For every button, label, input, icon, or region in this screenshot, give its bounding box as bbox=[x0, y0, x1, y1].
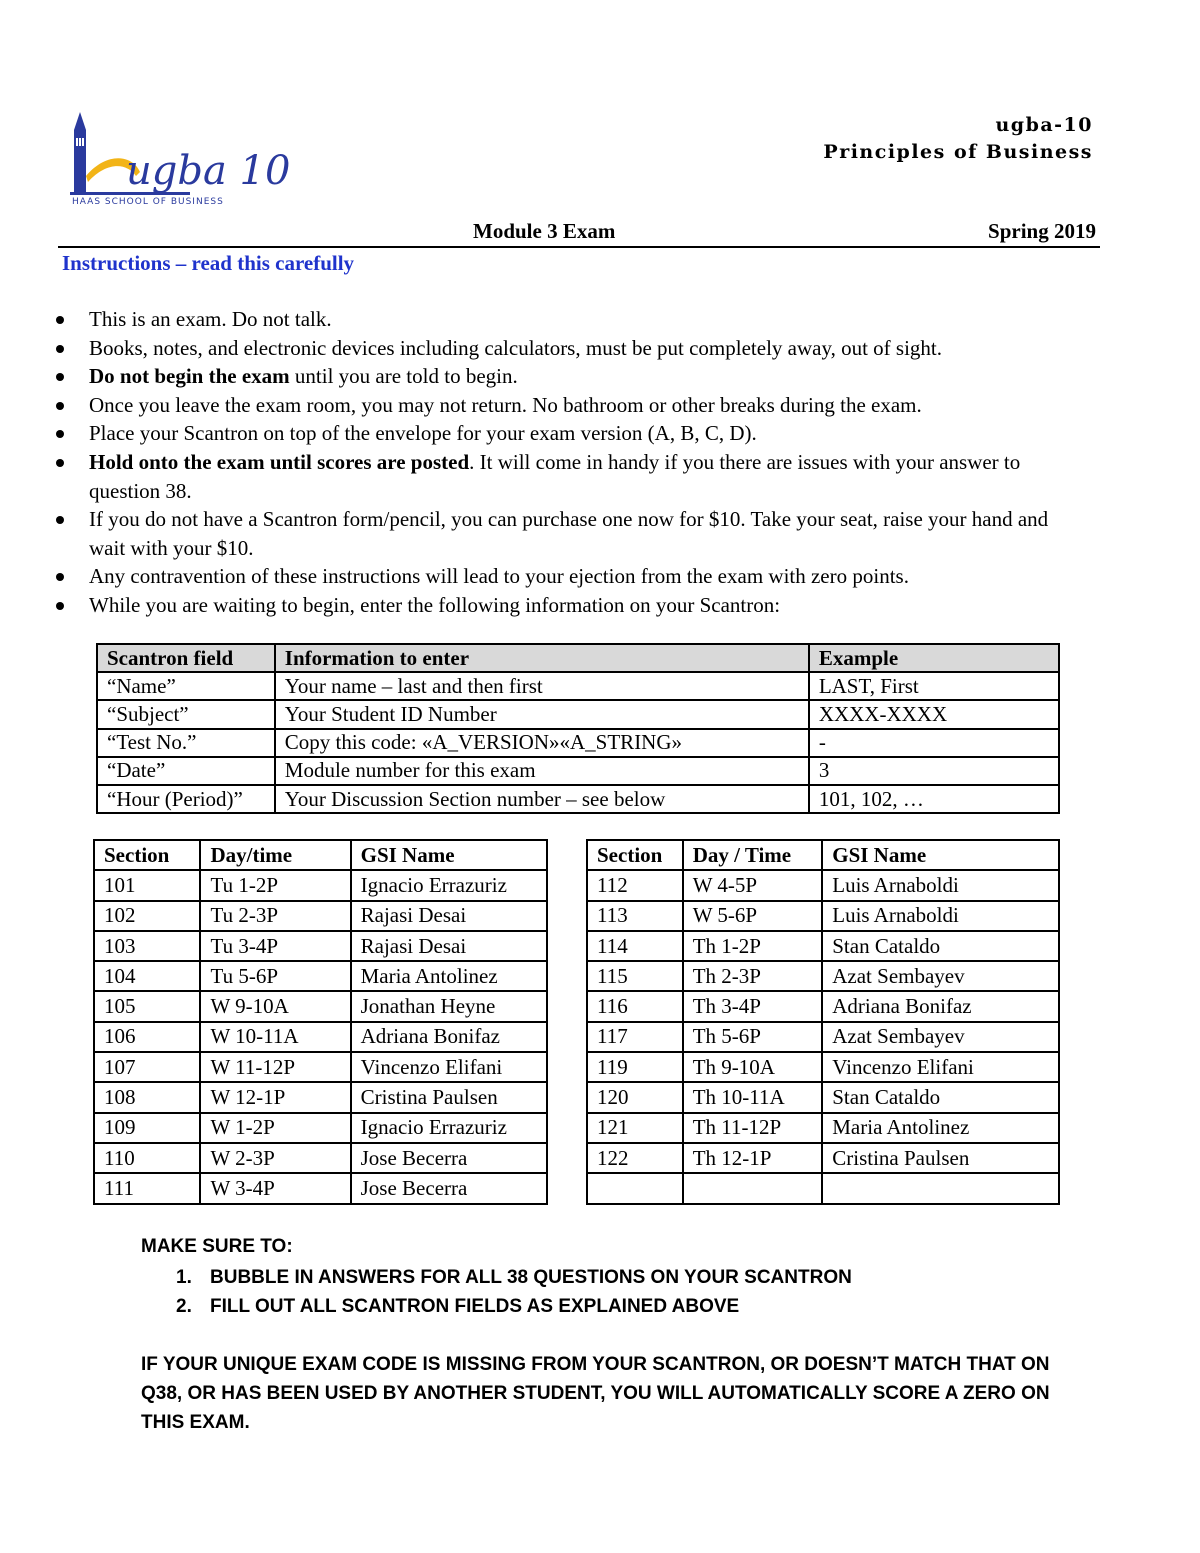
instruction-emphasis: Do not begin the exam bbox=[89, 364, 290, 389]
table-cell: Jonathan Heyne bbox=[351, 991, 547, 1021]
table-cell: “Name” bbox=[97, 672, 275, 700]
course-name: Principles of Business bbox=[823, 141, 1093, 163]
table-row bbox=[97, 672, 1059, 700]
bullet-icon bbox=[56, 459, 64, 467]
table-cell: Maria Antolinez bbox=[351, 961, 547, 991]
column-header: Section bbox=[94, 840, 200, 870]
table-cell: 3 bbox=[809, 757, 1059, 785]
column-header: GSI Name bbox=[351, 840, 547, 870]
bullet-icon bbox=[56, 573, 64, 581]
table-header-row bbox=[94, 840, 547, 870]
table-cell: Th 11-12P bbox=[683, 1113, 823, 1143]
table-row bbox=[94, 870, 547, 900]
instruction-text: While you are waiting to begin, enter the following information on your Scantron: bbox=[89, 592, 781, 617]
table-row bbox=[587, 901, 1059, 931]
step-item: 2. FILL OUT ALL SCANTRON FIELDS AS EXPLAINED ABOVE bbox=[176, 1295, 740, 1317]
table-cell: W 2-3P bbox=[200, 1143, 350, 1173]
table-cell bbox=[822, 1173, 1059, 1203]
table-cell: Tu 2-3P bbox=[200, 901, 350, 931]
table-cell: Th 3-4P bbox=[683, 991, 823, 1021]
table-cell: “Subject” bbox=[97, 700, 275, 728]
make-sure-heading: MAKE SURE TO: bbox=[141, 1236, 293, 1257]
table-cell: Rajasi Desai bbox=[351, 901, 547, 931]
make-sure-steps bbox=[176, 1264, 852, 1321]
instruction-item bbox=[56, 305, 1056, 334]
table-row bbox=[587, 1143, 1059, 1173]
instruction-item bbox=[56, 362, 1056, 391]
table-cell: W 10-11A bbox=[200, 1022, 350, 1052]
table-cell: Luis Arnaboldi bbox=[822, 870, 1059, 900]
table-cell: Vincenzo Elifani bbox=[351, 1052, 547, 1082]
table-row bbox=[97, 729, 1059, 757]
instruction-item bbox=[56, 591, 1056, 620]
table-cell: 111 bbox=[94, 1173, 200, 1203]
table-cell: 105 bbox=[94, 991, 200, 1021]
table-row bbox=[94, 1022, 547, 1052]
table-cell: “Date” bbox=[97, 757, 275, 785]
instruction-item bbox=[56, 391, 1056, 420]
course-code: ugba-10 bbox=[995, 114, 1093, 136]
instruction-text: Any contravention of these instructions will lead to your ejection from the exam with zero points. bbox=[89, 564, 909, 589]
table-cell: 102 bbox=[94, 901, 200, 931]
table-cell: 107 bbox=[94, 1052, 200, 1082]
table-cell: Your Student ID Number bbox=[275, 700, 809, 728]
column-header: Example bbox=[809, 644, 1059, 672]
instruction-item bbox=[56, 448, 1056, 505]
table-cell: Azat Sembayev bbox=[822, 961, 1059, 991]
table-cell: 112 bbox=[587, 870, 683, 900]
table-cell: Adriana Bonifaz bbox=[351, 1022, 547, 1052]
table-row bbox=[94, 1143, 547, 1173]
table-cell: Tu 3-4P bbox=[200, 931, 350, 961]
table-cell: Vincenzo Elifani bbox=[822, 1052, 1059, 1082]
instruction-text: This is an exam. Do not talk. bbox=[89, 307, 332, 331]
table-cell: 106 bbox=[94, 1022, 200, 1052]
table-cell: Th 12-1P bbox=[683, 1143, 823, 1173]
table-row bbox=[97, 700, 1059, 728]
table-cell: W 3-4P bbox=[200, 1173, 350, 1203]
instruction-item bbox=[56, 562, 1056, 591]
table-cell: Stan Cataldo bbox=[822, 1082, 1059, 1112]
svg-text:ugba 10: ugba 10 bbox=[126, 148, 291, 194]
table-cell: Module number for this exam bbox=[275, 757, 809, 785]
table-row bbox=[587, 1082, 1059, 1112]
table-row bbox=[94, 1052, 547, 1082]
table-cell: Th 10-11A bbox=[683, 1082, 823, 1112]
table-row bbox=[94, 1173, 547, 1203]
table-cell: Jose Becerra bbox=[351, 1143, 547, 1173]
table-row bbox=[94, 931, 547, 961]
step-item: 1. BUBBLE IN ANSWERS FOR ALL 38 QUESTIONS ON YOUR SCANTRON bbox=[176, 1267, 852, 1288]
table-cell: 113 bbox=[587, 901, 683, 931]
table-cell: Th 9-10A bbox=[683, 1052, 823, 1082]
table-cell: W 12-1P bbox=[200, 1082, 350, 1112]
table-cell: “Test No.” bbox=[97, 729, 275, 757]
table-cell bbox=[683, 1173, 823, 1203]
header-divider bbox=[58, 246, 1100, 248]
table-cell: Cristina Paulsen bbox=[351, 1082, 547, 1112]
table-cell: 120 bbox=[587, 1082, 683, 1112]
scantron-fields-table bbox=[96, 643, 1060, 814]
table-cell: 116 bbox=[587, 991, 683, 1021]
campanile-logo-graphic bbox=[66, 108, 291, 212]
table-row bbox=[94, 991, 547, 1021]
table-row bbox=[587, 1173, 1059, 1203]
table-cell: 104 bbox=[94, 961, 200, 991]
bullet-icon bbox=[56, 345, 64, 353]
ugba-logo bbox=[66, 108, 291, 212]
table-cell: 109 bbox=[94, 1113, 200, 1143]
instructions-heading: Instructions – read this carefully bbox=[62, 251, 355, 275]
instruction-text: Books, notes, and electronic devices including calculators, must be put completely away, out of sight. bbox=[89, 335, 943, 360]
instruction-item bbox=[56, 505, 1056, 562]
instructions-list bbox=[56, 305, 1056, 620]
table-cell: 103 bbox=[94, 931, 200, 961]
column-header: Information to enter bbox=[275, 644, 809, 672]
bullet-icon bbox=[56, 402, 64, 410]
table-cell: Azat Sembayev bbox=[822, 1022, 1059, 1052]
table-row bbox=[587, 1022, 1059, 1052]
table-cell: W 4-5P bbox=[683, 870, 823, 900]
bullet-icon bbox=[56, 516, 64, 524]
table-cell: W 1-2P bbox=[200, 1113, 350, 1143]
table-cell: XXXX-XXXX bbox=[809, 700, 1059, 728]
bullet-icon bbox=[56, 430, 64, 438]
table-cell: Maria Antolinez bbox=[822, 1113, 1059, 1143]
instruction-text: until you are told to begin. bbox=[289, 364, 518, 389]
column-header: GSI Name bbox=[822, 840, 1059, 870]
table-row bbox=[97, 757, 1059, 785]
table-cell: 119 bbox=[587, 1052, 683, 1082]
table-cell: Luis Arnaboldi bbox=[822, 901, 1059, 931]
table-cell: 110 bbox=[94, 1143, 200, 1173]
instruction-text: Once you leave the exam room, you may not return. No bathroom or other breaks during the exam. bbox=[89, 392, 922, 417]
table-row bbox=[587, 870, 1059, 900]
table-cell: Th 5-6P bbox=[683, 1022, 823, 1052]
table-cell: “Hour (Period)” bbox=[97, 785, 275, 813]
column-header: Scantron field bbox=[97, 644, 275, 672]
table-cell: 121 bbox=[587, 1113, 683, 1143]
table-cell: Ignacio Errazuriz bbox=[351, 870, 547, 900]
table-row bbox=[94, 1113, 547, 1143]
table-cell: W 11-12P bbox=[200, 1052, 350, 1082]
table-cell: Your Discussion Section number – see below bbox=[275, 785, 809, 813]
instruction-text: Place your Scantron on top of the envelope for your exam version (A, B, C, D). bbox=[89, 421, 757, 446]
table-cell: Cristina Paulsen bbox=[822, 1143, 1059, 1173]
table-cell: Tu 5-6P bbox=[200, 961, 350, 991]
table-cell: Th 1-2P bbox=[683, 931, 823, 961]
instruction-item bbox=[56, 419, 1056, 448]
table-cell: 101, 102, … bbox=[809, 785, 1059, 813]
column-header: Section bbox=[587, 840, 683, 870]
table-row bbox=[587, 961, 1059, 991]
table-row bbox=[587, 1052, 1059, 1082]
table-header-row bbox=[97, 644, 1059, 672]
table-row bbox=[587, 1113, 1059, 1143]
table-cell: Jose Becerra bbox=[351, 1173, 547, 1203]
bullet-icon bbox=[56, 373, 64, 381]
table-cell: Stan Cataldo bbox=[822, 931, 1059, 961]
table-cell: LAST, First bbox=[809, 672, 1059, 700]
instruction-item bbox=[56, 334, 1056, 363]
table-cell: Your name – last and then first bbox=[275, 672, 809, 700]
column-header: Day / Time bbox=[683, 840, 823, 870]
table-cell: Rajasi Desai bbox=[351, 931, 547, 961]
table-cell: Adriana Bonifaz bbox=[822, 991, 1059, 1021]
exam-code-warning: IF YOUR UNIQUE EXAM CODE IS MISSING FROM YOUR SCANTRON, OR DOESN’T MATCH THAT ON Q38, OR HAS BEEN USED BY ANOTHER STUDENT, YOU WILL AUTOMATICALLY SCORE A ZERO ON THIS EXAM. bbox=[141, 1354, 1050, 1433]
table-cell: 108 bbox=[94, 1082, 200, 1112]
table-cell: 101 bbox=[94, 870, 200, 900]
bullet-icon bbox=[56, 602, 64, 610]
table-cell: Ignacio Errazuriz bbox=[351, 1113, 547, 1143]
table-cell: Copy this code: «A_VERSION»«A_STRING» bbox=[275, 729, 809, 757]
table-cell: 117 bbox=[587, 1022, 683, 1052]
column-header: Day/time bbox=[200, 840, 350, 870]
exam-term: Spring 2019 bbox=[988, 219, 1096, 243]
sections-table-right bbox=[586, 839, 1060, 1205]
table-cell bbox=[587, 1173, 683, 1203]
table-row bbox=[587, 991, 1059, 1021]
table-cell: Tu 1-2P bbox=[200, 870, 350, 900]
table-cell: 114 bbox=[587, 931, 683, 961]
svg-text:HAAS SCHOOL OF BUSINESS: HAAS SCHOOL OF BUSINESS bbox=[72, 197, 224, 207]
instruction-emphasis: Hold onto the exam until scores are posted bbox=[89, 449, 470, 474]
table-row bbox=[587, 931, 1059, 961]
table-header-row bbox=[587, 840, 1059, 870]
bullet-icon bbox=[56, 316, 64, 324]
sections-table-left bbox=[93, 839, 548, 1205]
table-cell: - bbox=[809, 729, 1059, 757]
table-row bbox=[94, 901, 547, 931]
exam-title: Module 3 Exam bbox=[473, 219, 616, 243]
instruction-text: . It will come in handy if you there are issues with your answer to question 38. bbox=[89, 449, 1021, 503]
table-cell: Th 2-3P bbox=[683, 961, 823, 991]
table-row bbox=[94, 1082, 547, 1112]
table-cell: W 9-10A bbox=[200, 991, 350, 1021]
table-cell: 115 bbox=[587, 961, 683, 991]
table-row bbox=[94, 961, 547, 991]
table-cell: 122 bbox=[587, 1143, 683, 1173]
table-cell: W 5-6P bbox=[683, 901, 823, 931]
table-row bbox=[97, 785, 1059, 813]
instruction-text: If you do not have a Scantron form/pencil, you can purchase one now for $10. Take your seat, raise your hand and wait with your $10. bbox=[89, 507, 1049, 560]
